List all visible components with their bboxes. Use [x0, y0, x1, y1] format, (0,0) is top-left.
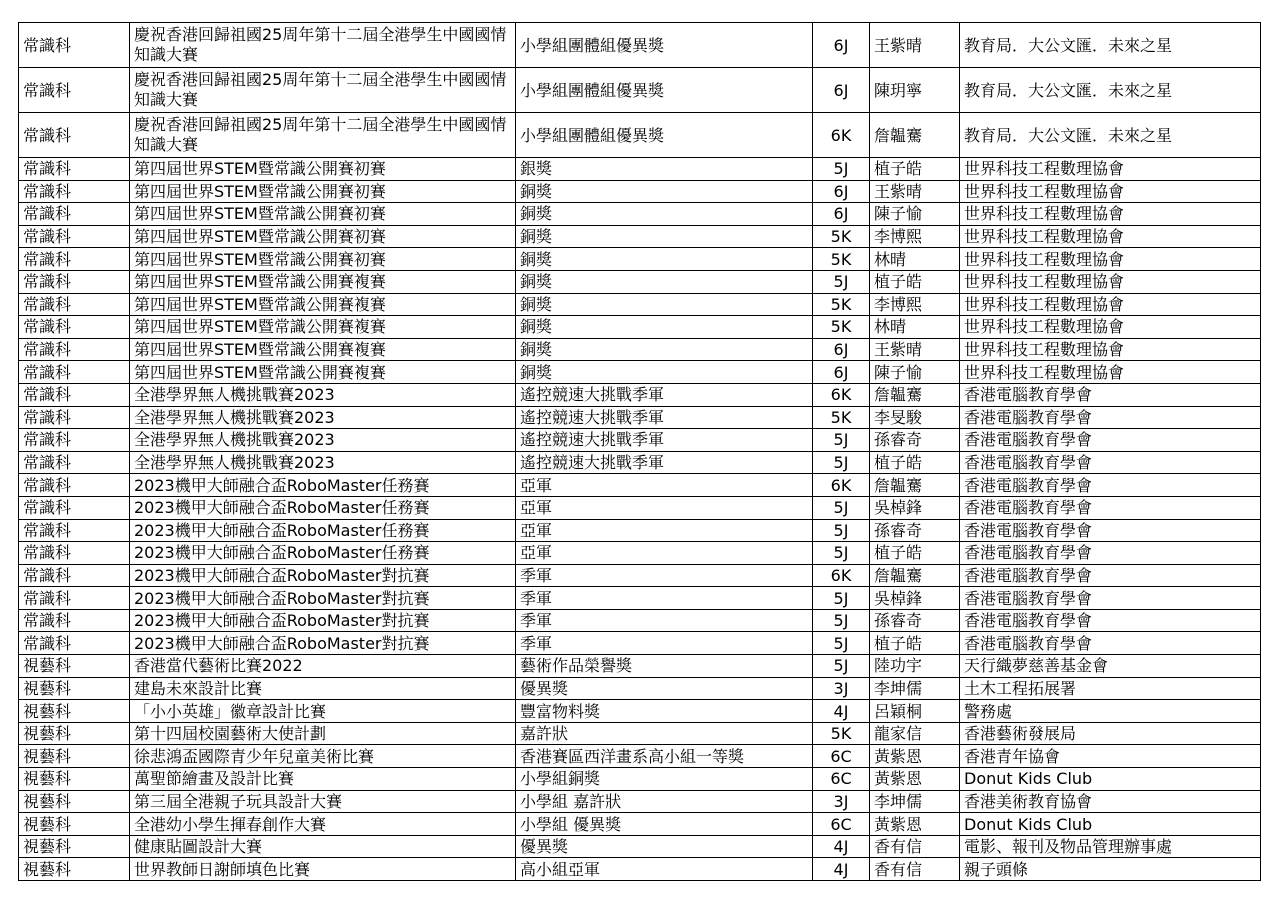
subject-cell: 常識科: [19, 451, 130, 474]
competition-cell: 香港當代藝術比賽2022: [130, 655, 516, 678]
student-name-cell: 王紫晴: [870, 23, 960, 68]
organizer-cell: 香港藝術發展局: [960, 722, 1261, 745]
class-cell: 6J: [813, 338, 870, 361]
class-cell: 5J: [813, 542, 870, 565]
competition-cell: 全港學界無人機挑戰賽2023: [130, 406, 516, 429]
class-cell: 6J: [813, 23, 870, 68]
competition-cell: 2023機甲大師融合盃RoboMaster任務賽: [130, 496, 516, 519]
table-row: [19, 225, 1261, 248]
student-name-cell: 李博熙: [870, 293, 960, 316]
competition-cell: 慶祝香港回歸祖國25周年第十二屆全港學生中國國情知識大賽: [130, 23, 516, 68]
organizer-cell: 香港電腦教育學會: [960, 564, 1261, 587]
table-row: [19, 180, 1261, 203]
award-cell: 小學組銅獎: [516, 768, 813, 791]
award-cell: 銅獎: [516, 180, 813, 203]
class-cell: 5J: [813, 158, 870, 181]
awards-table: [18, 22, 1261, 881]
competition-cell: 建島未來設計比賽: [130, 677, 516, 700]
organizer-cell: 香港電腦教育學會: [960, 542, 1261, 565]
organizer-cell: 世界科技工程數理協會: [960, 293, 1261, 316]
student-name-cell: 王紫晴: [870, 338, 960, 361]
award-cell: 銅獎: [516, 203, 813, 226]
subject-cell: 視藝科: [19, 700, 130, 723]
subject-cell: 視藝科: [19, 655, 130, 678]
class-cell: 5J: [813, 429, 870, 452]
subject-cell: 常識科: [19, 23, 130, 68]
award-cell: 季軍: [516, 632, 813, 655]
class-cell: 5J: [813, 587, 870, 610]
class-cell: 6J: [813, 180, 870, 203]
class-cell: 6J: [813, 68, 870, 113]
competition-cell: 2023機甲大師融合盃RoboMaster任務賽: [130, 474, 516, 497]
student-name-cell: 黃紫恩: [870, 813, 960, 836]
subject-cell: 常識科: [19, 248, 130, 271]
student-name-cell: 植子皓: [870, 451, 960, 474]
competition-cell: 第四屆世界STEM暨常識公開賽複賽: [130, 270, 516, 293]
competition-cell: 第四屆世界STEM暨常識公開賽初賽: [130, 248, 516, 271]
competition-cell: 第十四屆校園藝術大使計劃: [130, 722, 516, 745]
subject-cell: 常識科: [19, 225, 130, 248]
award-cell: 小學組 嘉許狀: [516, 790, 813, 813]
award-cell: 遙控競速大挑戰季軍: [516, 383, 813, 406]
table-row: [19, 316, 1261, 339]
class-cell: 5K: [813, 248, 870, 271]
competition-cell: 第四屆世界STEM暨常識公開賽複賽: [130, 338, 516, 361]
competition-cell: 2023機甲大師融合盃RoboMaster對抗賽: [130, 587, 516, 610]
organizer-cell: Donut Kids Club: [960, 768, 1261, 791]
organizer-cell: 世界科技工程數理協會: [960, 203, 1261, 226]
student-name-cell: 黃紫恩: [870, 768, 960, 791]
student-name-cell: 詹韞騫: [870, 474, 960, 497]
class-cell: 6K: [813, 474, 870, 497]
table-row: [19, 722, 1261, 745]
table-row: [19, 655, 1261, 678]
organizer-cell: 世界科技工程數理協會: [960, 158, 1261, 181]
class-cell: 4J: [813, 858, 870, 881]
subject-cell: 常識科: [19, 406, 130, 429]
competition-cell: 慶祝香港回歸祖國25周年第十二屆全港學生中國國情知識大賽: [130, 113, 516, 158]
class-cell: 6J: [813, 361, 870, 384]
subject-cell: 常識科: [19, 383, 130, 406]
organizer-cell: 教育局．大公文匯．未來之星: [960, 68, 1261, 113]
student-name-cell: 孫睿奇: [870, 609, 960, 632]
organizer-cell: 香港電腦教育學會: [960, 519, 1261, 542]
award-cell: 亞軍: [516, 496, 813, 519]
class-cell: 6K: [813, 564, 870, 587]
organizer-cell: Donut Kids Club: [960, 813, 1261, 836]
organizer-cell: 教育局．大公文匯．未來之星: [960, 23, 1261, 68]
competition-cell: 第四屆世界STEM暨常識公開賽初賽: [130, 180, 516, 203]
table-row: [19, 270, 1261, 293]
table-row: [19, 113, 1261, 158]
table-row: [19, 542, 1261, 565]
subject-cell: 常識科: [19, 632, 130, 655]
organizer-cell: 香港電腦教育學會: [960, 587, 1261, 610]
student-name-cell: 李坤儒: [870, 677, 960, 700]
award-cell: 銅獎: [516, 316, 813, 339]
student-name-cell: 龍家信: [870, 722, 960, 745]
subject-cell: 常識科: [19, 270, 130, 293]
table-row: [19, 790, 1261, 813]
table-row: [19, 293, 1261, 316]
subject-cell: 常識科: [19, 113, 130, 158]
organizer-cell: 香港青年協會: [960, 745, 1261, 768]
table-row: [19, 338, 1261, 361]
competition-cell: 第四屆世界STEM暨常識公開賽初賽: [130, 158, 516, 181]
subject-cell: 視藝科: [19, 858, 130, 881]
subject-cell: 視藝科: [19, 813, 130, 836]
table-row: [19, 451, 1261, 474]
table-row: [19, 858, 1261, 881]
organizer-cell: 世界科技工程數理協會: [960, 225, 1261, 248]
organizer-cell: 香港電腦教育學會: [960, 474, 1261, 497]
award-cell: 亞軍: [516, 474, 813, 497]
organizer-cell: 香港電腦教育學會: [960, 496, 1261, 519]
table-row: [19, 768, 1261, 791]
subject-cell: 視藝科: [19, 722, 130, 745]
table-row: [19, 609, 1261, 632]
competition-cell: 第四屆世界STEM暨常識公開賽複賽: [130, 316, 516, 339]
subject-cell: 常識科: [19, 293, 130, 316]
class-cell: 4J: [813, 700, 870, 723]
competition-cell: 2023機甲大師融合盃RoboMaster對抗賽: [130, 632, 516, 655]
student-name-cell: 王紫晴: [870, 180, 960, 203]
table-row: [19, 519, 1261, 542]
award-cell: 銅獎: [516, 361, 813, 384]
competition-cell: 第四屆世界STEM暨常識公開賽複賽: [130, 361, 516, 384]
organizer-cell: 香港電腦教育學會: [960, 429, 1261, 452]
subject-cell: 常識科: [19, 496, 130, 519]
subject-cell: 常識科: [19, 542, 130, 565]
award-cell: 優異獎: [516, 835, 813, 858]
competition-cell: 萬聖節繪畫及設計比賽: [130, 768, 516, 791]
organizer-cell: 香港電腦教育學會: [960, 609, 1261, 632]
award-cell: 銀獎: [516, 158, 813, 181]
competition-cell: 徐悲鴻盃國際青少年兒童美術比賽: [130, 745, 516, 768]
table-row: [19, 474, 1261, 497]
award-cell: 優異獎: [516, 677, 813, 700]
competition-cell: 2023機甲大師融合盃RoboMaster任務賽: [130, 542, 516, 565]
organizer-cell: 香港電腦教育學會: [960, 406, 1261, 429]
table-row: [19, 587, 1261, 610]
student-name-cell: 植子皓: [870, 270, 960, 293]
award-cell: 銅獎: [516, 270, 813, 293]
award-cell: 小學組 優異獎: [516, 813, 813, 836]
subject-cell: 常識科: [19, 587, 130, 610]
class-cell: 5J: [813, 655, 870, 678]
table-row: [19, 677, 1261, 700]
organizer-cell: 教育局．大公文匯．未來之星: [960, 113, 1261, 158]
student-name-cell: 植子皓: [870, 158, 960, 181]
subject-cell: 常識科: [19, 203, 130, 226]
class-cell: 6C: [813, 745, 870, 768]
organizer-cell: 警務處: [960, 700, 1261, 723]
class-cell: 5J: [813, 519, 870, 542]
class-cell: 5K: [813, 406, 870, 429]
class-cell: 6K: [813, 113, 870, 158]
class-cell: 5K: [813, 316, 870, 339]
subject-cell: 常識科: [19, 519, 130, 542]
table-row: [19, 158, 1261, 181]
student-name-cell: 林晴: [870, 316, 960, 339]
organizer-cell: 世界科技工程數理協會: [960, 248, 1261, 271]
subject-cell: 常識科: [19, 361, 130, 384]
subject-cell: 視藝科: [19, 835, 130, 858]
competition-cell: 第三屆全港親子玩具設計大賽: [130, 790, 516, 813]
award-cell: 藝術作品榮譽獎: [516, 655, 813, 678]
class-cell: 5J: [813, 270, 870, 293]
class-cell: 4J: [813, 835, 870, 858]
award-cell: 高小組亞軍: [516, 858, 813, 881]
award-cell: 銅獎: [516, 293, 813, 316]
student-name-cell: 李旻駿: [870, 406, 960, 429]
class-cell: 5K: [813, 225, 870, 248]
competition-cell: 「小小英雄」徽章設計比賽: [130, 700, 516, 723]
student-name-cell: 李博熙: [870, 225, 960, 248]
award-cell: 亞軍: [516, 519, 813, 542]
organizer-cell: 土木工程拓展署: [960, 677, 1261, 700]
award-cell: 季軍: [516, 564, 813, 587]
award-cell: 小學組團體組優異獎: [516, 113, 813, 158]
award-cell: 銅獎: [516, 338, 813, 361]
competition-cell: 第四屆世界STEM暨常識公開賽初賽: [130, 203, 516, 226]
organizer-cell: 世界科技工程數理協會: [960, 361, 1261, 384]
class-cell: 3J: [813, 790, 870, 813]
table-row: [19, 496, 1261, 519]
organizer-cell: 香港電腦教育學會: [960, 383, 1261, 406]
award-cell: 季軍: [516, 587, 813, 610]
student-name-cell: 黃紫恩: [870, 745, 960, 768]
student-name-cell: 孫睿奇: [870, 519, 960, 542]
student-name-cell: 呂穎桐: [870, 700, 960, 723]
table-row: [19, 203, 1261, 226]
subject-cell: 常識科: [19, 316, 130, 339]
competition-cell: 2023機甲大師融合盃RoboMaster對抗賽: [130, 609, 516, 632]
award-cell: 亞軍: [516, 542, 813, 565]
student-name-cell: 植子皓: [870, 542, 960, 565]
class-cell: 6C: [813, 813, 870, 836]
subject-cell: 常識科: [19, 564, 130, 587]
organizer-cell: 世界科技工程數理協會: [960, 316, 1261, 339]
award-cell: 遙控競速大挑戰季軍: [516, 429, 813, 452]
table-body: [19, 23, 1261, 881]
class-cell: 5K: [813, 722, 870, 745]
subject-cell: 視藝科: [19, 790, 130, 813]
table-row: [19, 813, 1261, 836]
competition-cell: 世界教師日謝師填色比賽: [130, 858, 516, 881]
student-name-cell: 陳子愉: [870, 361, 960, 384]
student-name-cell: 詹韞騫: [870, 383, 960, 406]
award-cell: 遙控競速大挑戰季軍: [516, 406, 813, 429]
student-name-cell: 陳子愉: [870, 203, 960, 226]
table-row: [19, 564, 1261, 587]
table-row: [19, 745, 1261, 768]
class-cell: 5K: [813, 293, 870, 316]
table-row: [19, 68, 1261, 113]
subject-cell: 常識科: [19, 429, 130, 452]
organizer-cell: 天行織夢慈善基金會: [960, 655, 1261, 678]
award-cell: 香港賽區西洋畫系高小組一等獎: [516, 745, 813, 768]
student-name-cell: 李坤儒: [870, 790, 960, 813]
award-cell: 銅獎: [516, 248, 813, 271]
table-row: [19, 23, 1261, 68]
organizer-cell: 親子頭條: [960, 858, 1261, 881]
student-name-cell: 孫睿奇: [870, 429, 960, 452]
student-name-cell: 香有信: [870, 835, 960, 858]
award-cell: 小學組團體組優異獎: [516, 23, 813, 68]
subject-cell: 常識科: [19, 609, 130, 632]
award-cell: 豐富物料獎: [516, 700, 813, 723]
subject-cell: 常識科: [19, 474, 130, 497]
table-row: [19, 383, 1261, 406]
subject-cell: 常識科: [19, 68, 130, 113]
class-cell: 5J: [813, 632, 870, 655]
student-name-cell: 林晴: [870, 248, 960, 271]
award-cell: 季軍: [516, 609, 813, 632]
organizer-cell: 世界科技工程數理協會: [960, 180, 1261, 203]
award-cell: 小學組團體組優異獎: [516, 68, 813, 113]
student-name-cell: 香有信: [870, 858, 960, 881]
award-cell: 銅獎: [516, 225, 813, 248]
table-row: [19, 406, 1261, 429]
class-cell: 6K: [813, 383, 870, 406]
subject-cell: 常識科: [19, 338, 130, 361]
subject-cell: 視藝科: [19, 768, 130, 791]
competition-cell: 第四屆世界STEM暨常識公開賽初賽: [130, 225, 516, 248]
organizer-cell: 香港電腦教育學會: [960, 451, 1261, 474]
class-cell: 3J: [813, 677, 870, 700]
class-cell: 6J: [813, 203, 870, 226]
student-name-cell: 吳棹鋒: [870, 587, 960, 610]
competition-cell: 全港學界無人機挑戰賽2023: [130, 451, 516, 474]
student-name-cell: 詹韞騫: [870, 113, 960, 158]
organizer-cell: 電影、報刊及物品管理辦事處: [960, 835, 1261, 858]
competition-cell: 全港學界無人機挑戰賽2023: [130, 429, 516, 452]
competition-cell: 慶祝香港回歸祖國25周年第十二屆全港學生中國國情知識大賽: [130, 68, 516, 113]
student-name-cell: 陸功宇: [870, 655, 960, 678]
subject-cell: 常識科: [19, 158, 130, 181]
competition-cell: 全港學界無人機挑戰賽2023: [130, 383, 516, 406]
class-cell: 5J: [813, 496, 870, 519]
table-row: [19, 835, 1261, 858]
class-cell: 5J: [813, 609, 870, 632]
subject-cell: 視藝科: [19, 745, 130, 768]
table-row: [19, 429, 1261, 452]
organizer-cell: 世界科技工程數理協會: [960, 270, 1261, 293]
student-name-cell: 植子皓: [870, 632, 960, 655]
competition-cell: 2023機甲大師融合盃RoboMaster對抗賽: [130, 564, 516, 587]
table-row: [19, 361, 1261, 384]
award-cell: 遙控競速大挑戰季軍: [516, 451, 813, 474]
organizer-cell: 香港電腦教育學會: [960, 632, 1261, 655]
table-row: [19, 632, 1261, 655]
organizer-cell: 世界科技工程數理協會: [960, 338, 1261, 361]
subject-cell: 常識科: [19, 180, 130, 203]
student-name-cell: 詹韞騫: [870, 564, 960, 587]
table-row: [19, 248, 1261, 271]
organizer-cell: 香港美術教育協會: [960, 790, 1261, 813]
table-row: [19, 700, 1261, 723]
student-name-cell: 吳棹鋒: [870, 496, 960, 519]
student-name-cell: 陳玥寧: [870, 68, 960, 113]
competition-cell: 第四屆世界STEM暨常識公開賽複賽: [130, 293, 516, 316]
subject-cell: 視藝科: [19, 677, 130, 700]
competition-cell: 2023機甲大師融合盃RoboMaster任務賽: [130, 519, 516, 542]
class-cell: 6C: [813, 768, 870, 791]
class-cell: 5J: [813, 451, 870, 474]
competition-cell: 全港幼小學生揮春創作大賽: [130, 813, 516, 836]
competition-cell: 健康貼圖設計大賽: [130, 835, 516, 858]
award-cell: 嘉許狀: [516, 722, 813, 745]
